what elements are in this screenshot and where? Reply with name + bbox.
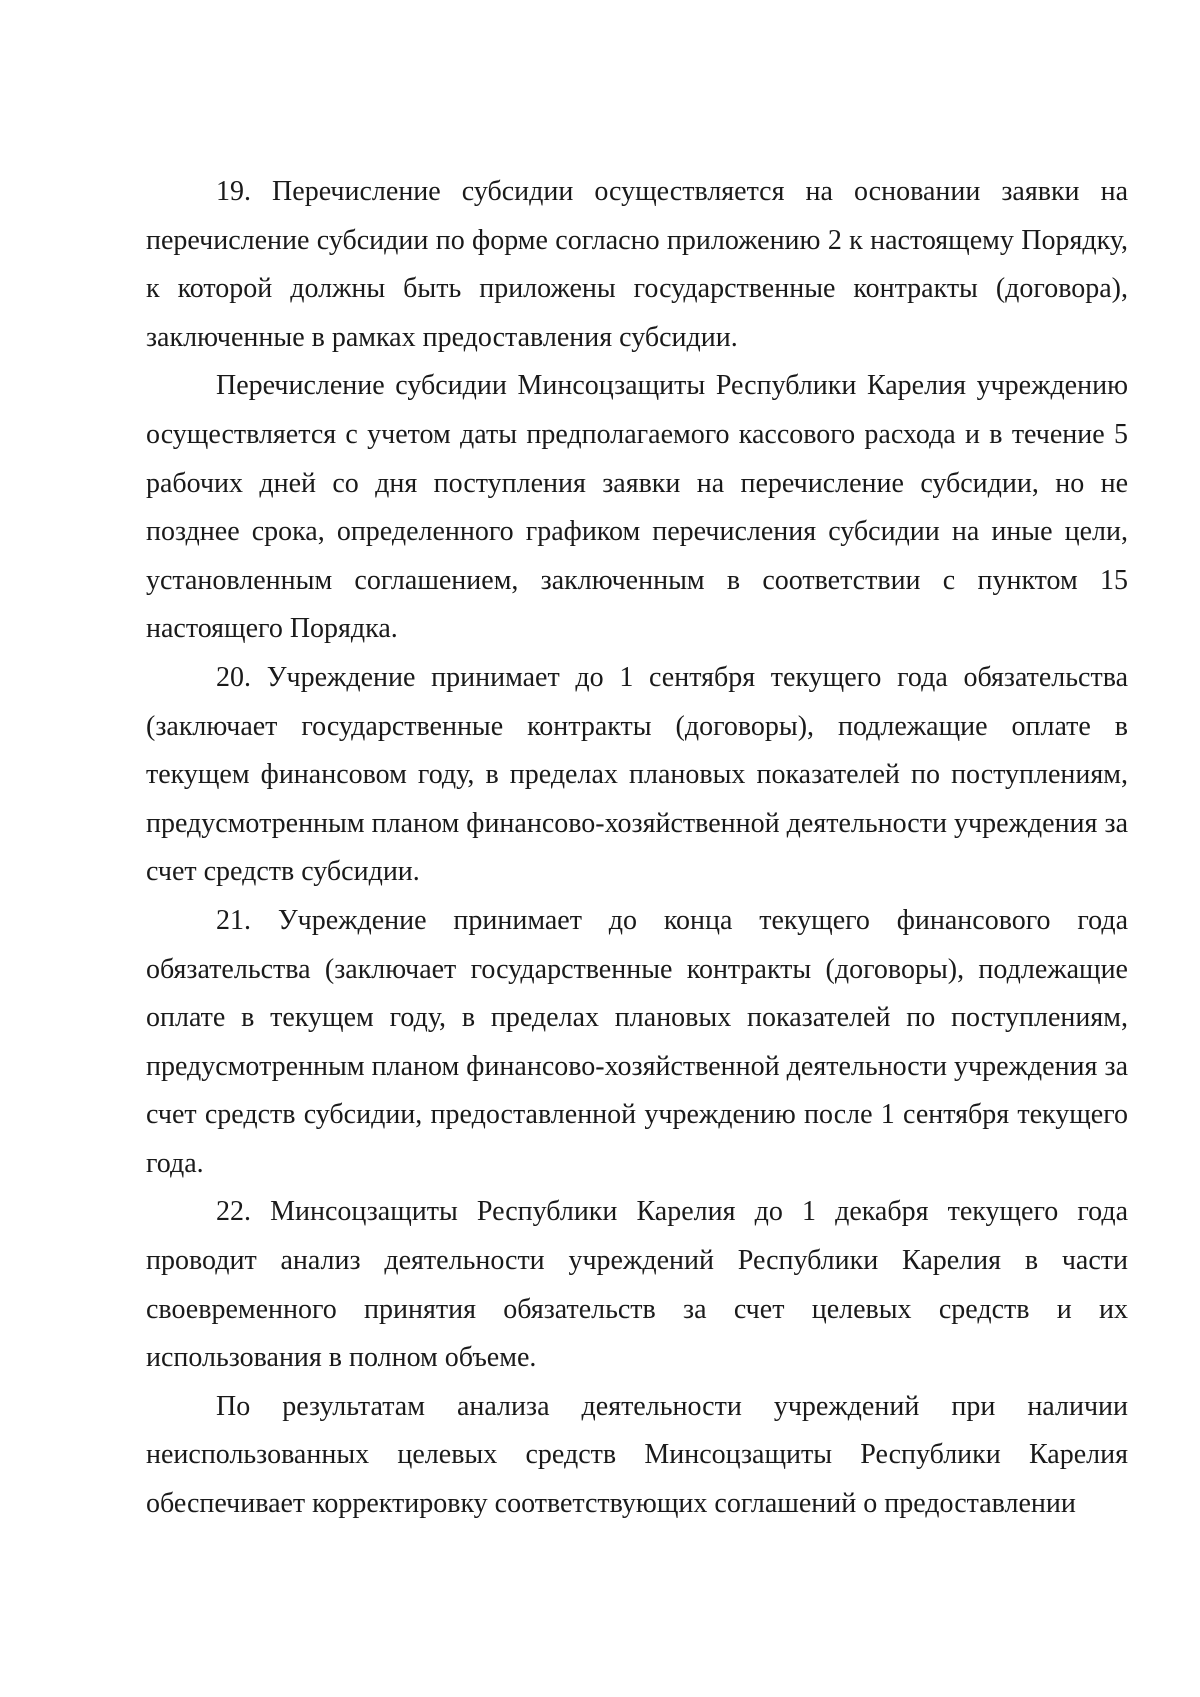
paragraph-22: 22. Минсоцзащиты Республики Карелия до 1 декабря текущего года проводит анализ деятельности учреждений Республики Карелия в части своевременного принятия обязательств за счет целевых средств и их использования в полном объеме. (146, 1196, 1128, 1374)
paragraph-19-transfer: Перечисление субсидии Минсоцзащиты Республики Карелия учреждению осуществляется с учетом даты предполагаемого кассового расхода и в течение 5 рабочих дней со дня поступления заявки на перечисление субсидии, но не позднее срока, определенного графиком перечисления субсидии на иные цели, установленным соглашением, заключенным в соответствии с пунктом 15 настоящего Порядка. (146, 370, 1128, 645)
paragraph-22-analysis-results: По результатам анализа деятельности учреждений при наличии неиспользованных целевых средств Минсоцзащиты Республики Карелия обеспечивает корректировку соответствующих соглашений о предоставлении (146, 1390, 1128, 1520)
paragraph-21: 21. Учреждение принимает до конца текущего финансового года обязательства (заключает государственные контракты (договоры), подлежащие оплате в текущем году, в пределах плановых показателей по поступлениям, предусмотренным планом финансово-хозяйственной деятельности учреждения за счет средств субсидии, предоставленной учреждению после 1 сентября текущего года. (146, 904, 1128, 1179)
paragraph-19: 19. Перечисление субсидии осуществляется на основании заявки на перечисление субсидии по форме согласно приложению 2 к настоящему Порядку, к которой должны быть приложены государственные контракты (договора), заключенные в рамках предоставления субсидии. (146, 176, 1128, 353)
paragraph-20: 20. Учреждение принимает до 1 сентября текущего года обязательства (заключает государственные контракты (договоры), подлежащие оплате в текущем финансовом году, в пределах плановых показателей по поступлениям, предусмотренным планом финансово-хозяйственной деятельности учреждения за счет средств субсидии. (146, 661, 1128, 888)
document-body (146, 168, 1128, 1529)
